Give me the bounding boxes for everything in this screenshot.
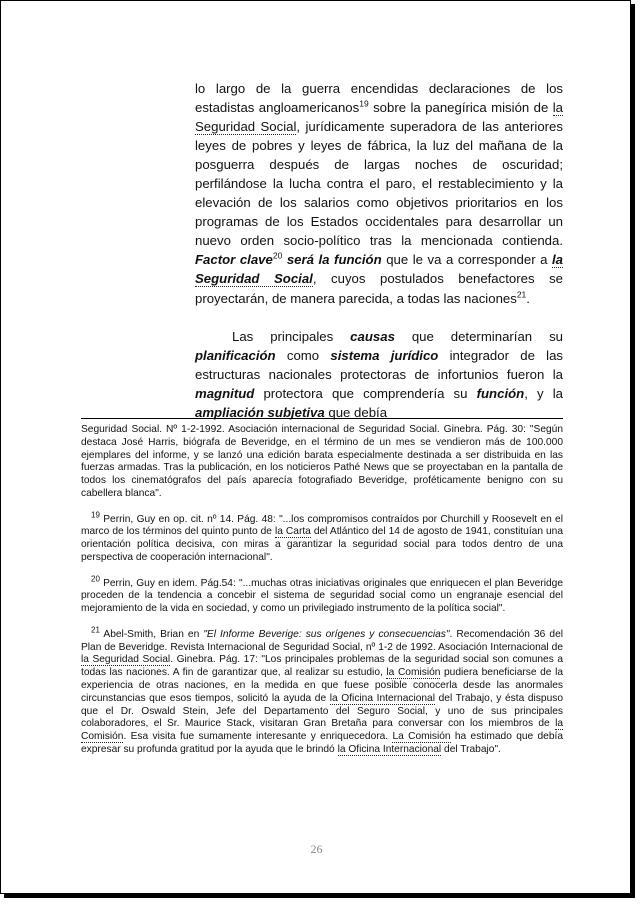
text-run: integrador de las estructuras nacionales protectoras de infortunios fueron la [195, 347, 564, 382]
emphasis-text: magnitud [195, 385, 255, 401]
footnote-separator [81, 418, 563, 419]
emphasis-text: Factor clave [195, 252, 273, 268]
spellcheck-underlined-phrase: la Seguridad Social [195, 100, 563, 135]
emphasis-text: sistema jurídico [330, 347, 439, 363]
spellcheck-underlined-phrase: La Comisión [392, 731, 451, 743]
footnote-continuation: Seguridad Social. Nº 1-2-1992. Asociación internacional de Seguridad Social. Ginebra. Pág. 30: "Según destaca José Harris, biógrafa de Beveridge, en el término de un mes se vendieron más de 100.000 ejemplares del informe, y se lanzó una edición barata especialmente destinada a ser distribuida en las fuerzas armadas. Tras la publicación, en los noticieros Pathé News que se proyectaban en la pantalla de todos los cinematógrafos del país aparecía fotografiado Beveridge, proféticamente benigno con su cabellera blanca". [81, 424, 563, 499]
spellcheck-underlined-phrase: la Seguridad Social [81, 654, 171, 666]
text-run: como [275, 347, 331, 363]
main-text [195, 79, 563, 422]
text-run: del Atlántico del 14 de agosto de 1941, constituían una orientación política decisiva, con miras a garantizar la seguridad social para todos dentro de una perspectiva de cooperación internacional". [81, 526, 563, 563]
italic-title: "El Informe Beverige: sus orígenes y consecuencias" [203, 628, 450, 640]
text-run: . Esa visita fue sumamente interesante y enriquecedora. [123, 731, 393, 743]
text-run: del Trabajo". [441, 743, 501, 755]
text-run: pudiera beneficiarse de la experiencia de otras naciones, en la medida en que fuese posible conocerla desde las anormales circunstancias que esos tiempos, solicitó la ayuda de [81, 667, 563, 704]
text-run: del Trabajo, y ésta dispuso que el Dr. Oswald Stein, Jefe del Departamento del Seguro Social, y uno de sus principales colaboradores, el Sr. Maurice Stack, visitaran Gran Bretaña para conversar con los miembros de [81, 692, 563, 730]
spellcheck-underlined-phrase: la Comisión [386, 667, 441, 679]
emphasis-text: la Seguridad Social [195, 252, 563, 287]
footnote-ref-21[interactable]: 21 [516, 289, 527, 300]
footnote-number: 19 [91, 510, 100, 520]
footnote-19 [81, 510, 563, 565]
spellcheck-underlined-phrase: la Oficina Internacional [337, 743, 442, 755]
page-number: 26 [310, 842, 323, 856]
text-run: Abel-Smith, Brian en [99, 628, 204, 640]
footnote-20 [81, 574, 563, 616]
text-run: lo largo de la guerra encendidas declaraciones de los estadistas angloamericanos [195, 81, 563, 116]
emphasis-text: planificación [195, 347, 276, 363]
text-run: . Recomendación 36 del Plan de Beveridge. Revista Internacional de Seguridad Social, nº 1-2 de 1992. Asociación Internacional de [81, 628, 563, 653]
text-run: , jurídicamente superadora de las anteriores leyes de pobres y leyes de fábrica, la luz del mañana de la posguerra después de largas noches de oscuridad; perfilándose la lucha contra el paro, el restablecimiento y la elevación de los salarios como objetivos prioritarios en los programas de los Estados occidentales para desarrollar un nuevo orden socio-político tras la mencionada contienda. [195, 119, 563, 249]
spellcheck-underlined-phrase: la Oficina Internacional [329, 692, 435, 704]
footnote-ref-19[interactable]: 19 [359, 98, 369, 109]
footnotes-area [81, 424, 563, 757]
paragraph-1 [195, 79, 563, 308]
text-run: sobre la panegírica misión de [368, 100, 553, 116]
footnote-ref-20[interactable]: 20 [272, 251, 283, 262]
footnote-number: 20 [91, 574, 100, 584]
spellcheck-underlined-phrase: la Carta [274, 526, 311, 538]
text-run: Las principales [232, 328, 351, 344]
text-run: . [526, 290, 530, 306]
emphasis-text: será la función [282, 252, 382, 268]
text-run: Perrin, Guy en op. cit. nº 14. Pág. 48: "...los compromisos contraídos por Churchill y Roosevelt en el marco de los términos del quinto punto de [81, 513, 563, 538]
text-run: protectora que comprendería su [254, 385, 477, 401]
footnote-number: 21 [91, 625, 100, 635]
spellcheck-underlined-phrase: la Comisión [81, 718, 563, 743]
text-run: , cuyos postulados benefactores se proyectarán, de manera parecida, a todas las naciones [195, 271, 564, 306]
text-run: que determinarían su [394, 328, 563, 344]
text-run: , y la [524, 385, 563, 401]
text-run: ha estimado que debía expresar su profunda gratitud por la ayuda que le brindó [81, 731, 564, 755]
emphasis-text: ampliación subjetiva [195, 404, 325, 420]
text-run: . Ginebra. Pág. 17: "Los principales problemas de la seguridad social son comunes a todas las naciones. A fin de garantizar que, al realizar su estudio, [81, 654, 563, 679]
text-run: que debía [324, 404, 388, 420]
footnote-21 [81, 625, 564, 757]
text-run: que le va a corresponder a [381, 252, 552, 268]
text-run: Perrin, Guy en idem. Pág.54: "...muchas otras iniciativas originales que enriquecen el plan Beveridge proceden de la tendencia a concebir el sistema de seguridad social como un engranaje esencial del mejoramiento de la vida en sociedad, y como un privilegiado instrumento de la política social". [81, 577, 563, 615]
paragraph-2 [195, 327, 563, 422]
emphasis-text: función [476, 385, 525, 401]
emphasis-text: causas [350, 328, 395, 344]
